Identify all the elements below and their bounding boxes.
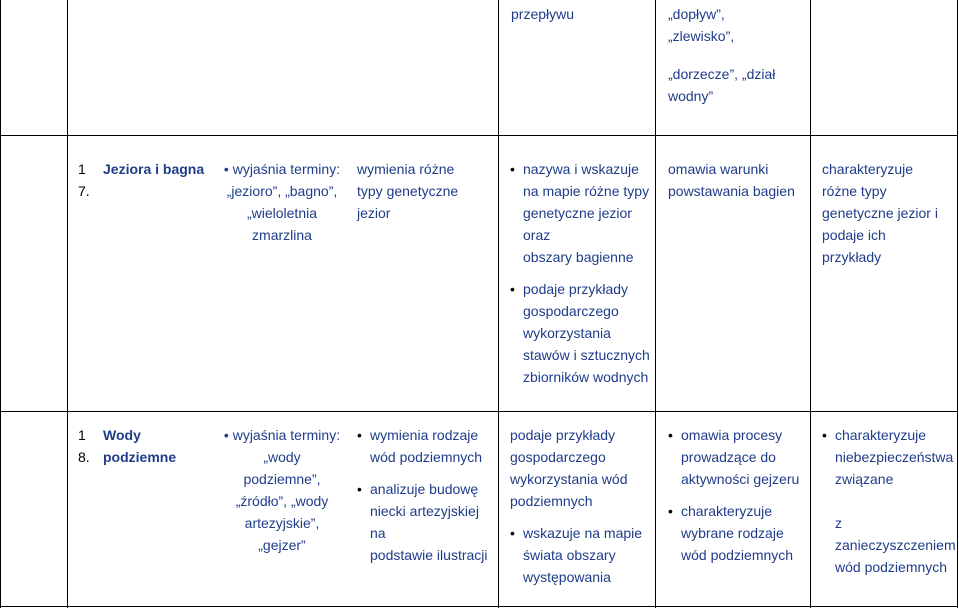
topic-title: Wody podziemne — [103, 427, 177, 465]
table-border-right — [957, 0, 958, 608]
list-item: • charakteryzuje wybrane rodzaje wód podziemnych — [668, 500, 808, 566]
row-number: 1 8. — [78, 427, 90, 465]
list-item: podaje przykłady gospodarczego wykorzystania wód podziemnych — [510, 427, 628, 509]
row-number: 1 7. — [78, 161, 90, 199]
cell-list — [510, 158, 652, 388]
cell-list — [357, 424, 495, 566]
list-item: • wskazuje na mapie świata obszary występowania — [510, 522, 652, 588]
list-item: • charakteryzuje niebezpieczeństwa związane z zanieczyszczeniem wód podziemnych — [822, 424, 954, 578]
row-divider — [0, 135, 958, 136]
cell-text: przepływu — [511, 6, 575, 22]
table-border-bottom — [0, 606, 958, 607]
cell-list — [822, 424, 954, 578]
column-divider — [67, 0, 68, 608]
cell-list — [510, 424, 652, 588]
cell-text: • wyjaśnia terminy: „wody podziemne”, „źródło”, „wody artezyjskie”, „gejzer” — [223, 427, 341, 553]
list-item: • nazywa i wskazuje na mapie różne typy genetyczne jezior oraz obszary bagienne — [510, 158, 652, 268]
cell-list — [668, 3, 806, 107]
cell-text: wymienia różne typy genetyczne jezior — [357, 161, 459, 221]
column-divider — [655, 0, 656, 608]
cell-list — [668, 424, 808, 566]
cell-text: • wyjaśnia terminy: „jezioro”, „bagno”, „wieloletnia zmarzlina — [223, 161, 341, 243]
cell-text: charakteryzuje różne typy genetyczne jezior i podaje ich przykłady — [822, 161, 938, 265]
column-divider — [498, 0, 499, 608]
list-item: • analizuje budowę niecki artezyjskiej na podstawie ilustracji — [357, 478, 495, 566]
row-divider — [0, 411, 958, 412]
column-divider — [810, 0, 811, 608]
list-item: „dorzecze”, „dział wodny” — [668, 66, 776, 104]
cell-text: omawia warunki powstawania bagien — [668, 161, 795, 199]
topic-title: Jeziora i bagna — [103, 161, 205, 177]
list-item: • podaje przykłady gospodarczego wykorzystania stawów i sztucznych zbiorników wodnych — [510, 278, 652, 388]
list-item: • omawia procesy prowadzące do aktywności gejzeru — [668, 424, 808, 490]
table-border-left — [0, 0, 1, 608]
list-item: „dopływ”, „zlewisko”, — [668, 6, 735, 44]
list-item: • wymienia rodzaje wód podziemnych — [357, 424, 495, 468]
